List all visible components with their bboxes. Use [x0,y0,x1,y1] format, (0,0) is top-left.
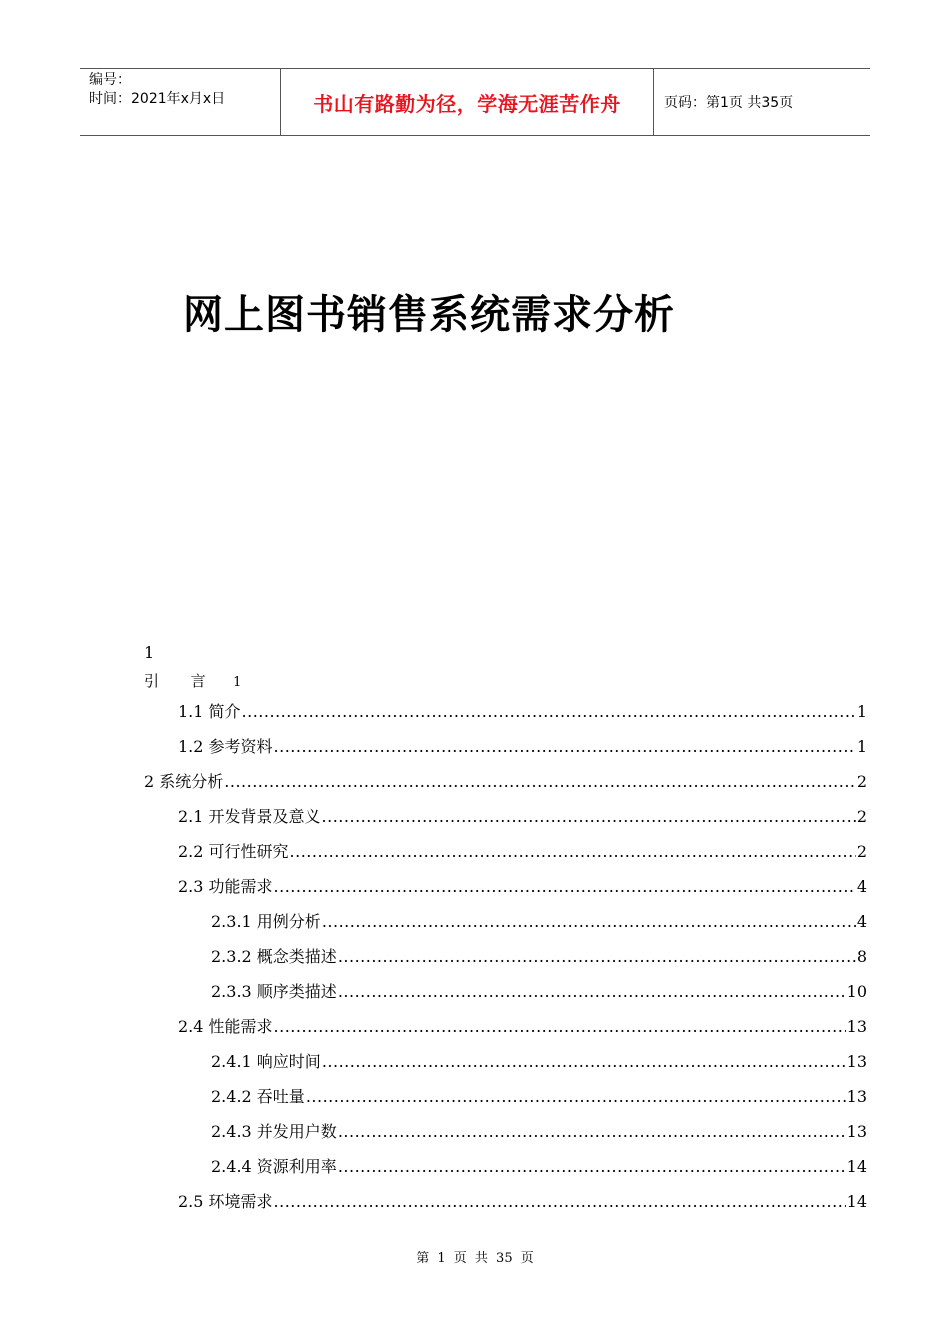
toc-entry-page: 13 [846,1087,867,1106]
toc-intro-entry[interactable] [144,670,241,691]
toc-entry[interactable] [211,1156,867,1178]
date-label: 时间：2021年x月x日 [89,91,226,107]
toc-leader-dots [338,946,856,968]
toc-entry[interactable] [211,1086,867,1108]
toc-entry-title: 1.2 参考资料 [178,737,273,756]
toc-entry-page: 1 [856,702,867,721]
toc-entry-title: 2.4 性能需求 [178,1017,273,1036]
toc-entry-page: 10 [846,982,867,1001]
header-meta [80,69,281,135]
toc-leader-dots [290,841,856,863]
header-motto: 书山有路勤为径，学海无涯苦作舟 [281,69,654,135]
toc-entry[interactable] [211,1051,867,1073]
toc-entry-page: 4 [856,877,867,896]
toc-entry-title: 2.3 功能需求 [178,877,273,896]
toc-entry-page: 13 [846,1122,867,1141]
toc-leader-dots [274,1191,846,1213]
toc-entry-title: 2.3.2 概念类描述 [211,947,337,966]
toc-entry[interactable] [178,806,867,828]
toc-entry[interactable] [178,841,867,863]
toc-chapter-number: 1 [144,643,155,662]
toc-entry-title: 2.5 环境需求 [178,1192,273,1211]
toc-entry[interactable] [211,981,867,1003]
toc-entry-page: 14 [846,1157,867,1176]
toc-leader-dots [242,701,856,723]
toc-intro-page: 1 [233,675,242,690]
toc-entry-title: 2.4.2 吞吐量 [211,1087,305,1106]
toc-entry-title: 2.3.1 用例分析 [211,912,321,931]
toc-leader-dots [224,771,856,793]
toc-leader-dots [274,736,856,758]
page-footer: 第 1 页 共 35 页 [416,1251,534,1266]
toc-entry-title: 2.2 可行性研究 [178,842,289,861]
toc-leader-dots [274,876,856,898]
toc-leader-dots [338,1121,846,1143]
toc-entry[interactable] [178,701,867,723]
header-page-info: 页码：第1页 共35页 [664,95,794,111]
toc-entry[interactable] [211,946,867,968]
toc-entry-title: 2 系统分析 [144,772,224,791]
toc-entry-title: 2.3.3 顺序类描述 [211,982,337,1001]
toc-entry-title: 2.4.3 并发用户数 [211,1122,337,1141]
toc-leader-dots [322,1051,846,1073]
toc-leader-dots [322,806,856,828]
serial-label: 编号： [89,72,131,88]
toc-entry-page: 2 [856,807,867,826]
toc-entry-page: 4 [856,912,867,931]
toc-entry-page: 2 [856,772,867,791]
toc-entry-title: 2.1 开发背景及意义 [178,807,321,826]
page-header [80,68,870,136]
toc-entry-page: 13 [846,1017,867,1036]
toc-entry-page: 14 [846,1192,867,1211]
toc-entry[interactable] [178,1016,867,1038]
toc-entry[interactable] [178,736,867,758]
toc-entry-page: 13 [846,1052,867,1071]
toc-entry[interactable] [211,1121,867,1143]
document-title: 网上图书销售系统需求分析 [183,292,675,338]
toc-entry-title: 2.4.4 资源利用率 [211,1157,337,1176]
toc-entry[interactable] [144,771,867,793]
toc-leader-dots [338,981,846,1003]
toc-leader-dots [274,1016,846,1038]
toc-entry-title: 2.4.1 响应时间 [211,1052,321,1071]
toc-entry[interactable] [211,911,867,933]
toc-leader-dots [338,1156,846,1178]
toc-entry-page: 2 [856,842,867,861]
toc-entry-page: 1 [856,737,867,756]
toc-entry-page: 8 [856,947,867,966]
toc-leader-dots [306,1086,846,1108]
toc-entry-title: 1.1 简介 [178,702,241,721]
toc-leader-dots [322,911,856,933]
toc-entry[interactable] [178,1191,867,1213]
toc-intro-char: 言 [190,672,206,690]
toc-entry[interactable] [178,876,867,898]
toc-intro-char: 引 [144,672,160,690]
